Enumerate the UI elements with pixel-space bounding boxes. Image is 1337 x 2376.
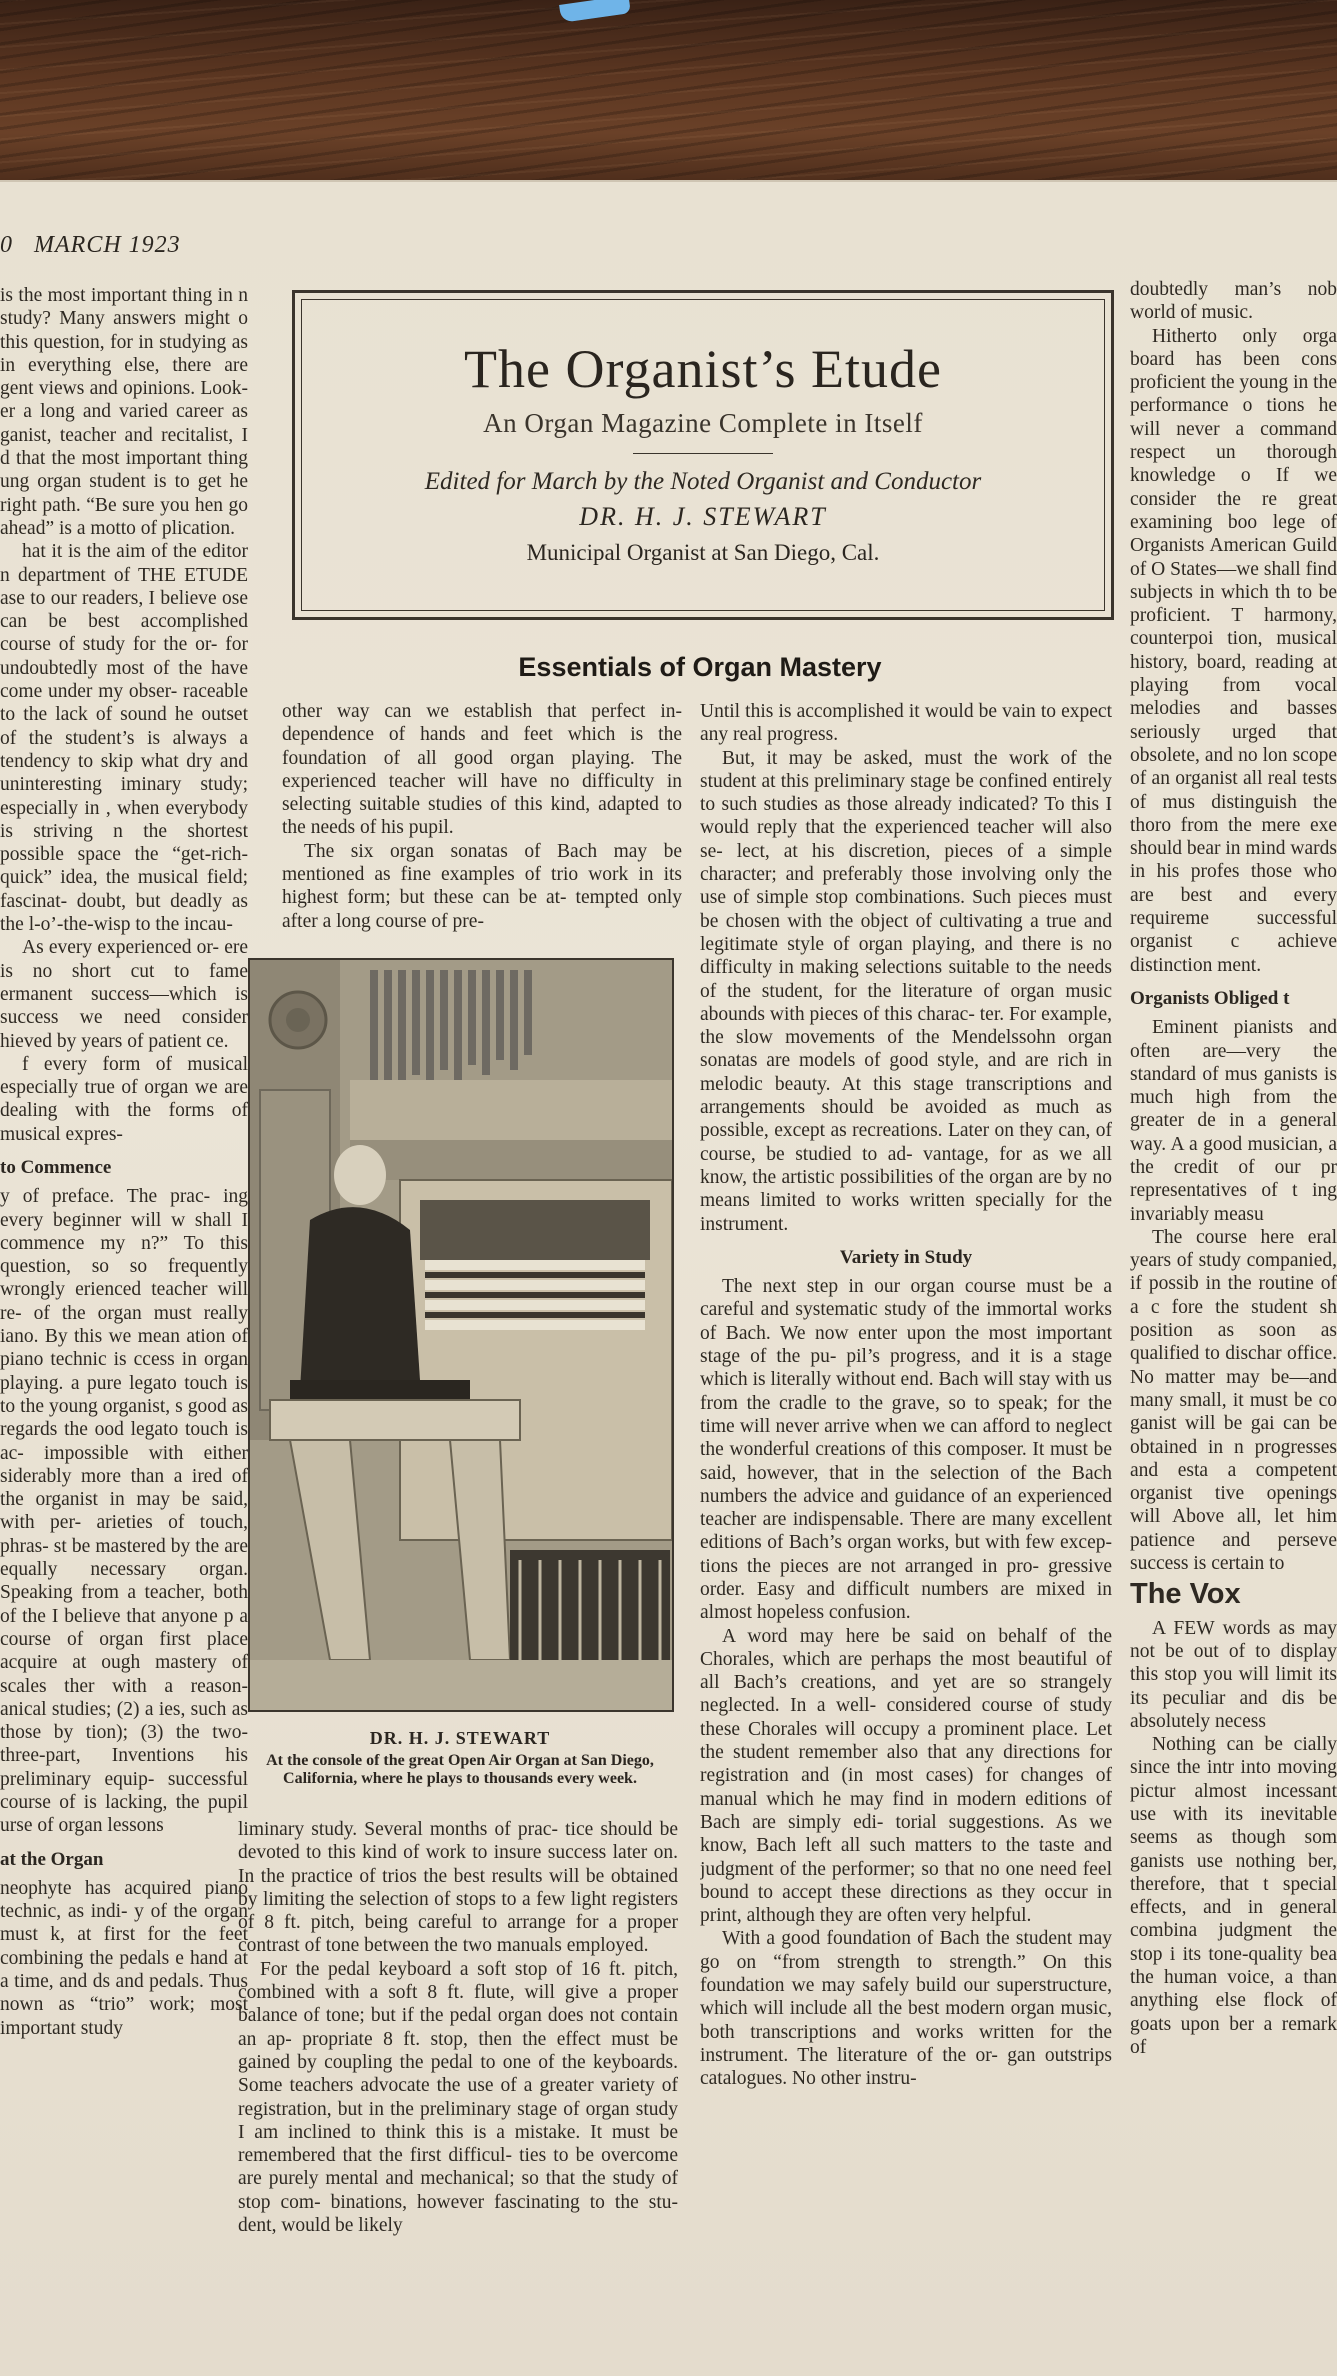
- center-para-4: For the pedal keyboard a soft stop of 16 ft. pitch, combined with a soft 8 ft. flute, will give a proper balance of tone; but if the pedal organ does not contain an ap- propriate 8 ft. stop, then the effect must be gained by coupling the pedal to one of the keyboards. Some teachers advocate the use of a greater variety of registration, but in the preliminary stage of organ study I am inclined to think this is a mistake. It must be remembered that the first difficul- ties to be overcome are purely mental and mechanical; so that the study of stop com- binations, however fascinating to the stu- dent, would be likely: [238, 1958, 678, 2237]
- title-rule: [633, 453, 773, 454]
- magazine-title: The Organist’s Etude: [464, 339, 942, 399]
- left-para-2: hat it is the aim of the editor n department of THE ETUDE ase to our readers, I believe ose can be best accomplished course of study for the or- for undoubtedly most of the have come under my obser- raceable to the lack of sound he outset of the student’s is always a tendency to skip what dry and uninteresting iminary study; especially in , when everybody is striving n the shortest possible space the “get-rich-quick” idea, the musical field; fascinat- doubt, but deadly as the l-o’-the-wisp to the incau-: [0, 541, 248, 936]
- left-para-1: is the most important thing in n study? Many answers might o this question, for in studying as in everything else, there are gent views and opinions. Look- er a long and varied career as ganist, teacher and recitalist, I d that the most important thing ung organ student is to get he right path. “Be sure you hen go ahead” is a motto of plication.: [0, 285, 248, 539]
- center-column-bottom: [238, 1818, 678, 2376]
- issue-date: MARCH 1923: [34, 232, 181, 258]
- center-para-1: other way can we establish that perfect in- dependence of hands and feet which is the foundation of all good organ playing. The experienced teacher will have no difficulty in selecting suitable studies of this kind, adapted to the needs of his pupil.: [282, 701, 682, 839]
- left-para-4: f every form of musical especially true of organ we are dealing with the forms of musical expres-: [0, 1053, 248, 1145]
- right-para-3: Eminent pianists and often are—very the standard of mus ganists is much high from the greater de in a general way. A a good musician, a the credit of our pr representatives of t ing invariably measu: [1130, 1017, 1337, 1225]
- left-column: [0, 284, 248, 2376]
- wooden-table: [0, 0, 1337, 190]
- title-box-inner: [301, 299, 1105, 611]
- left-para-6: neophyte has acquired piano technic, as indi- y of the organ must k, at first for the feet combining the pedals e hand at a time, and ds and pedals. Thus nown as “trio” work; most important study: [0, 1877, 248, 2039]
- right-heading-2: The Vox: [1130, 1578, 1241, 1611]
- right-para-4: The course here eral years of study companied, if possib in the routine of a c fore the student sh position as soon as qualified to dischar office. No matter may be—and many small, it must be co ganist will be gai can be obtained in n progresses and esta a competent organist tive openings will Above all, let him patience and perseve success is certain to: [1130, 1226, 1337, 1575]
- right-para-6: Nothing can be cially since the intr into moving pictur almost incessant use with its inevitable seems as though som ganists use nothing ber, therefore, that t special effects, and in general combina judgment the stop i its tone-quality bea the human voice, a than anything else flock of goats upon ber a remark of: [1130, 1734, 1337, 2058]
- organist-photo: [248, 958, 674, 1712]
- article-title: Essentials of Organ Mastery: [518, 652, 882, 682]
- photo-caption-name: DR. H. J. STEWART: [369, 1728, 551, 1748]
- center-para-3: liminary study. Several months of prac- tice should be devoted to this kind of work to insure success later on. In the practice of trios the best results will be obtained by limiting the selection of stops to a few light registers of 8 ft. pitch, being careful to arrange for a proper contrast of tone between the two manuals employed.: [238, 1819, 678, 1957]
- third-heading: Variety in Study: [839, 1246, 973, 1268]
- right-heading-1: Organists Obliged t: [1130, 987, 1290, 1009]
- right-para-2: Hitherto only orga board has been cons proficient the young in the performance o tions he will never a command respect un thorough knowledge o If we consider the re great examining boo lege of Organists American Guild of O States—we shall find subjects in which th to be proficient. T harmony, counterpoi tion, musical history, board, reading at playing from vocal melodies and basses seriously urged that obsolete, and no lon scope of an organist all real tests of mus distinguish the thoro from the mere exe should bear in mind wards in his profes those who are best and every requireme successful organist c achieve distinction ment.: [1130, 325, 1337, 976]
- edited-line: Edited for March by the Noted Organist and Conductor: [424, 468, 982, 495]
- editor-role: Municipal Organist at San Diego, Cal.: [526, 540, 880, 565]
- center-column-top: [282, 700, 682, 940]
- third-para-3: The next step in our organ course must be a careful and systematic study of the immortal works of Bach. We now enter upon the most important stage of the pu- pil’s progress, and it is a stage which is literally without end. Bach will stay with us from the cradle to the grave, so to speak; for the time will never arrive when we can afford to neglect the wonderful creations of this composer. It must be said, however, that in the selection of the Bach numbers the advice and guidance of an experienced teacher are indispensable. There are many excellent editions of Bach’s organ works, but with few excep- tions the pieces are not arranged in pro- gressive order. Easy and difficult numbers are mixed in almost hopeless confusion.: [700, 1276, 1112, 1624]
- third-column: [700, 700, 1112, 2376]
- third-para-2: But, it may be asked, must the work of the student at this preliminary stage be confined entirely to such studies as those already indicated? To this I would reply that the experienced teacher will also se- lect, at his discretion, pieces of a simple character; and preferably those involving only the use of simple stop combinations. Such pieces must be chosen with the object of cultivating a true and legitimate style of organ playing, and there is no difficulty in making selections suitable to the needs of the student, for the literature of organ music abounds with pieces of this charac- ter. For example, the slow movements of the Mendelssohn organ sonatas are models of good style, and are rich in melodic beauty. At this stage transcriptions and arrangements should be avoided as much as possible, except as recreations. Later on they can, of course, be studied to ad- vantage, for as we all know, the artistic possibilities of the organ are by no means limited to works written specially for the instrument.: [700, 747, 1112, 1235]
- left-heading-1: to Commence: [0, 1156, 112, 1178]
- photo-caption: At the console of the great Open Air Organ at San Diego, California, where he plays to thousands every week.: [266, 1752, 654, 1787]
- magazine-page: [0, 180, 1337, 2376]
- right-column: [1130, 278, 1337, 2376]
- right-para-1: doubtedly man’s nob world of music.: [1130, 279, 1337, 324]
- organ-console-illustration: [250, 960, 672, 1710]
- editor-name: DR. H. J. STEWART: [579, 502, 827, 531]
- right-para-5: A FEW words as may not be out of to display this stop you will limit its its peculiar and dis be absolutely necess: [1130, 1617, 1337, 1732]
- center-para-2: The six organ sonatas of Bach may be mentioned as fine examples of trio work in its highest form; but these can be at- tempted only after a long course of pre-: [282, 840, 682, 932]
- third-para-1: Until this is accomplished it would be vain to expect any real progress.: [700, 701, 1112, 746]
- running-head: [0, 232, 260, 259]
- third-para-5: With a good foundation of Bach the student may go on “from strength to strength.” On this foundation we may safely build our superstructure, which will include all the best modern organ music, both transcriptions and works written for the instrument. The literature of the or- gan outstrips catalogues. No other instru-: [700, 1928, 1112, 2090]
- left-para-5: y of preface. The prac- ing every beginner will w shall I commence my n?” To this question, so so frequently wrongly erienced teacher will re- of the organ must really iano. By this we mean ation of piano technic is ccess in organ playing. a pure legato touch is to the young organist, s good as regards the ood legato touch is ac- impossible with either siderably more than a ired of the organist in may be said, with per- arieties of touch, phras- st be mastered by the are equally necessary organ. Speaking from a teacher, both of the I believe that anyone p a course of organ first place acquire at ough mastery of scales ther with a reason- anical studies; (2) a ies, such as those by tion); (3) the two- three-part, Inventions his preliminary equip- successful course of is lacking, the pupil urse of organ lessons: [0, 1186, 248, 1837]
- title-box: [292, 290, 1114, 620]
- left-para-3: As every experienced or- ere is no short cut to fame ermanent success—which is success we need consider hieved by years of patient ce.: [0, 937, 248, 1052]
- page-number: 0: [0, 232, 13, 258]
- left-heading-2: at the Organ: [0, 1848, 104, 1870]
- magazine-subtitle: An Organ Magazine Complete in Itself: [483, 408, 923, 438]
- third-para-4: A word may here be said on behalf of the Chorales, which are perhaps the most beautiful of all Bach’s creations, and yet are so strangely neglected. In a well- considered course of study these Chorales will occupy a prominent place. Let the student remember also that any directions for registration and (in most cases) for changes of manual which he may find in modern editions of Bach are simply edi- torial suggestions. As we know, Bach left all such matters to the taste and judgment of the performer; so that no one need feel bound to accept these directions as they occur in print, although they are often very helpful.: [700, 1625, 1112, 1927]
